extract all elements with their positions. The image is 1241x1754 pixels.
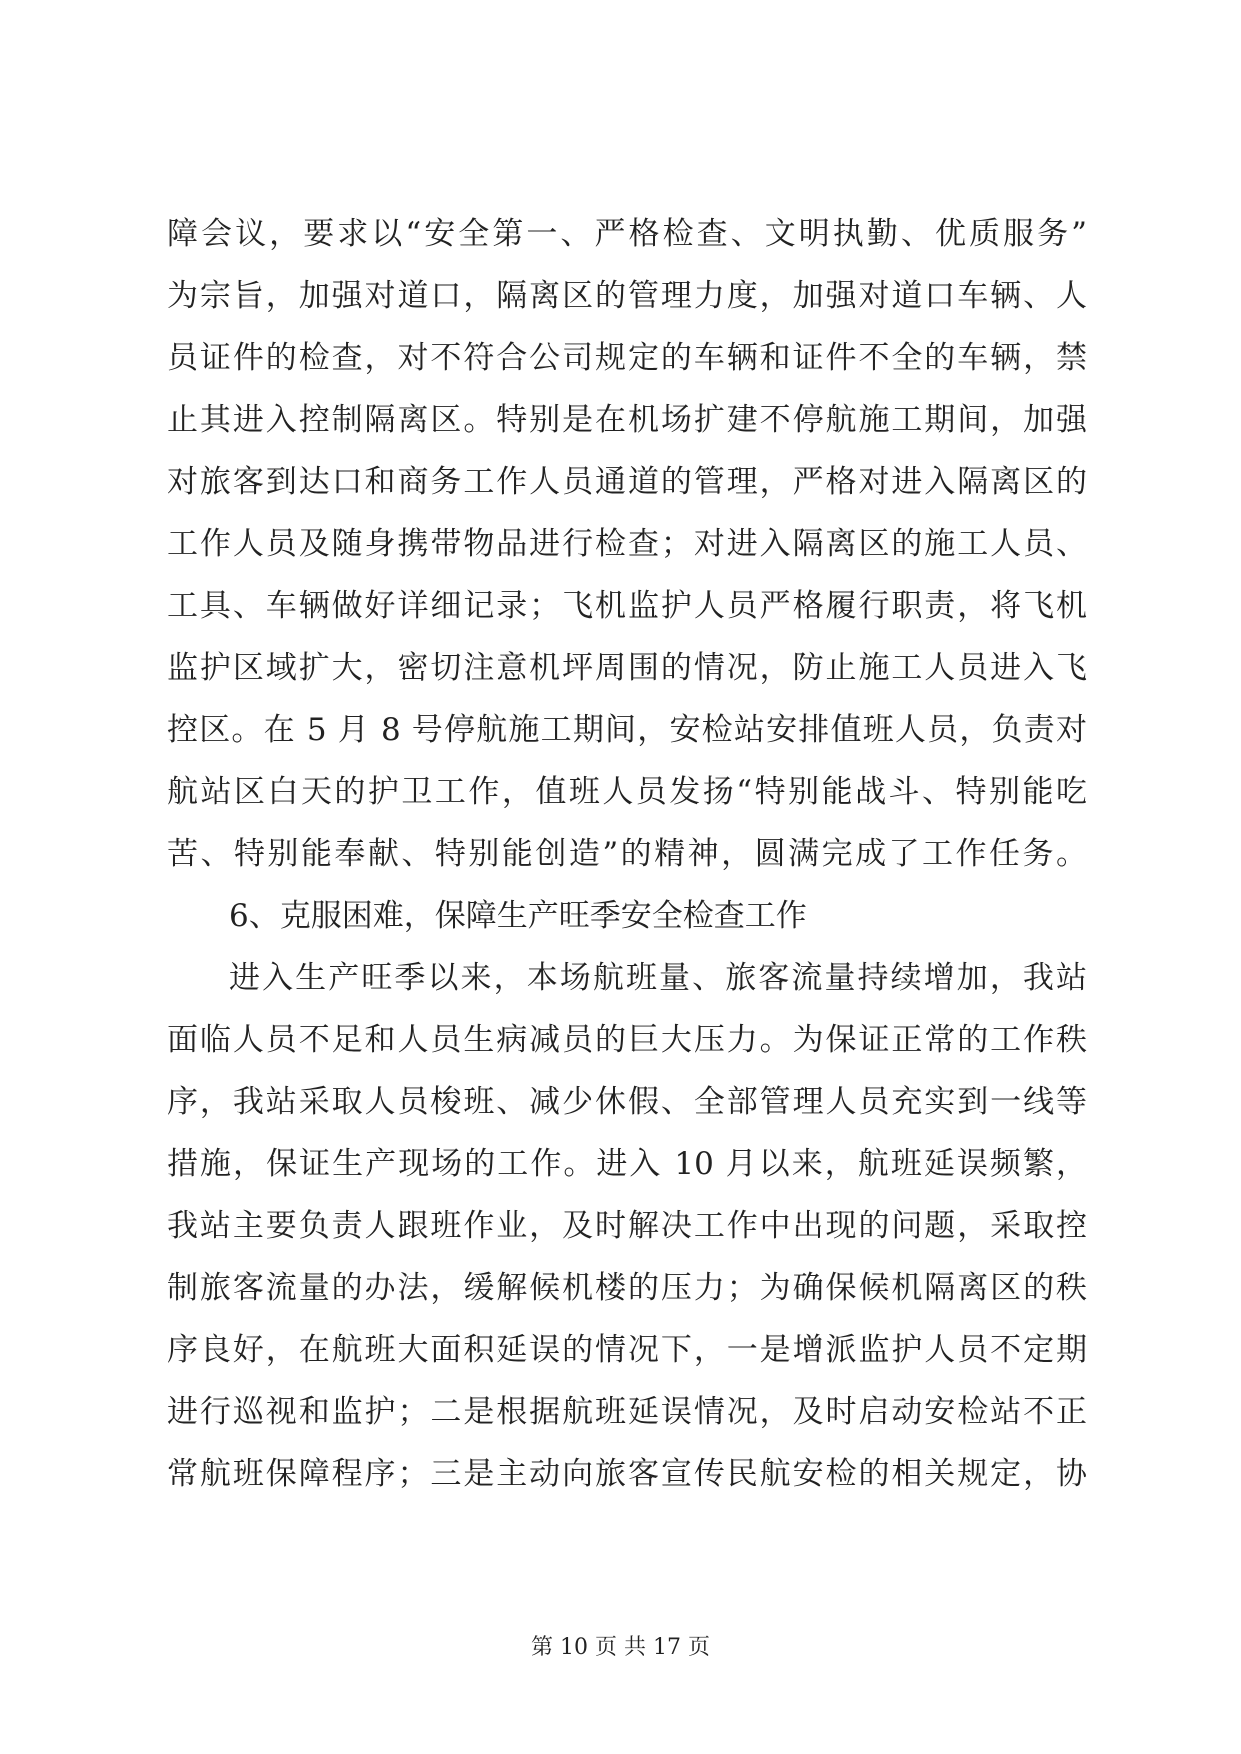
text-line: 对旅客到达口和商务工作人员通道的管理，严格对进入隔离区的 bbox=[167, 464, 1087, 500]
text-line: 工具、车辆做好详细记录；飞机监护人员严格履行职责，将飞机 bbox=[167, 588, 1087, 624]
text-line: 监护区域扩大，密切注意机坪周围的情况，防止施工人员进入飞 bbox=[167, 650, 1087, 686]
text-line: 为宗旨，加强对道口，隔离区的管理力度，加强对道口车辆、人 bbox=[167, 278, 1087, 314]
text-line: 障会议，要求以“安全第一、严格检查、文明执勤、优质服务” bbox=[167, 216, 1087, 252]
text-line: 我站主要负责人跟班作业，及时解决工作中出现的问题，采取控 bbox=[167, 1208, 1087, 1244]
text-line: 止其进入控制隔离区。特别是在机场扩建不停航施工期间，加强 bbox=[167, 402, 1087, 438]
text-line: 措施，保证生产现场的工作。进入 10 月以来，航班延误频繁， bbox=[167, 1146, 1087, 1182]
text-line: 进行巡视和监护；二是根据航班延误情况，及时启动安检站不正 bbox=[167, 1394, 1087, 1430]
text-line: 制旅客流量的办法，缓解候机楼的压力；为确保候机隔离区的秩 bbox=[167, 1270, 1087, 1306]
text-line: 工作人员及随身携带物品进行检查；对进入隔离区的施工人员、 bbox=[167, 526, 1087, 562]
text-line: 面临人员不足和人员生病减员的巨大压力。为保证正常的工作秩 bbox=[167, 1022, 1087, 1058]
text-line: 序，我站采取人员梭班、减少休假、全部管理人员充实到一线等 bbox=[167, 1084, 1087, 1120]
document-body bbox=[167, 203, 1087, 1505]
text-line: 序良好，在航班大面积延误的情况下，一是增派监护人员不定期 bbox=[167, 1332, 1087, 1368]
section-heading: 6、克服困难，保障生产旺季安全检查工作 bbox=[229, 898, 807, 934]
text-line: 航站区白天的护卫工作，值班人员发扬“特别能战斗、特别能吃 bbox=[167, 774, 1087, 810]
text-line: 常航班保障程序；三是主动向旅客宣传民航安检的相关规定，协 bbox=[167, 1456, 1087, 1492]
text-line: 进入生产旺季以来，本场航班量、旅客流量持续增加，我站 bbox=[229, 960, 1087, 996]
text-line: 员证件的检查，对不符合公司规定的车辆和证件不全的车辆，禁 bbox=[167, 340, 1087, 376]
text-line: 控区。在 5 月 8 号停航施工期间，安检站安排值班人员，负责对 bbox=[167, 712, 1087, 748]
text-line: 苦、特别能奉献、特别能创造”的精神，圆满完成了工作任务。 bbox=[167, 836, 1087, 872]
page-number-footer: 第 10 页 共 17 页 bbox=[531, 1635, 710, 1660]
